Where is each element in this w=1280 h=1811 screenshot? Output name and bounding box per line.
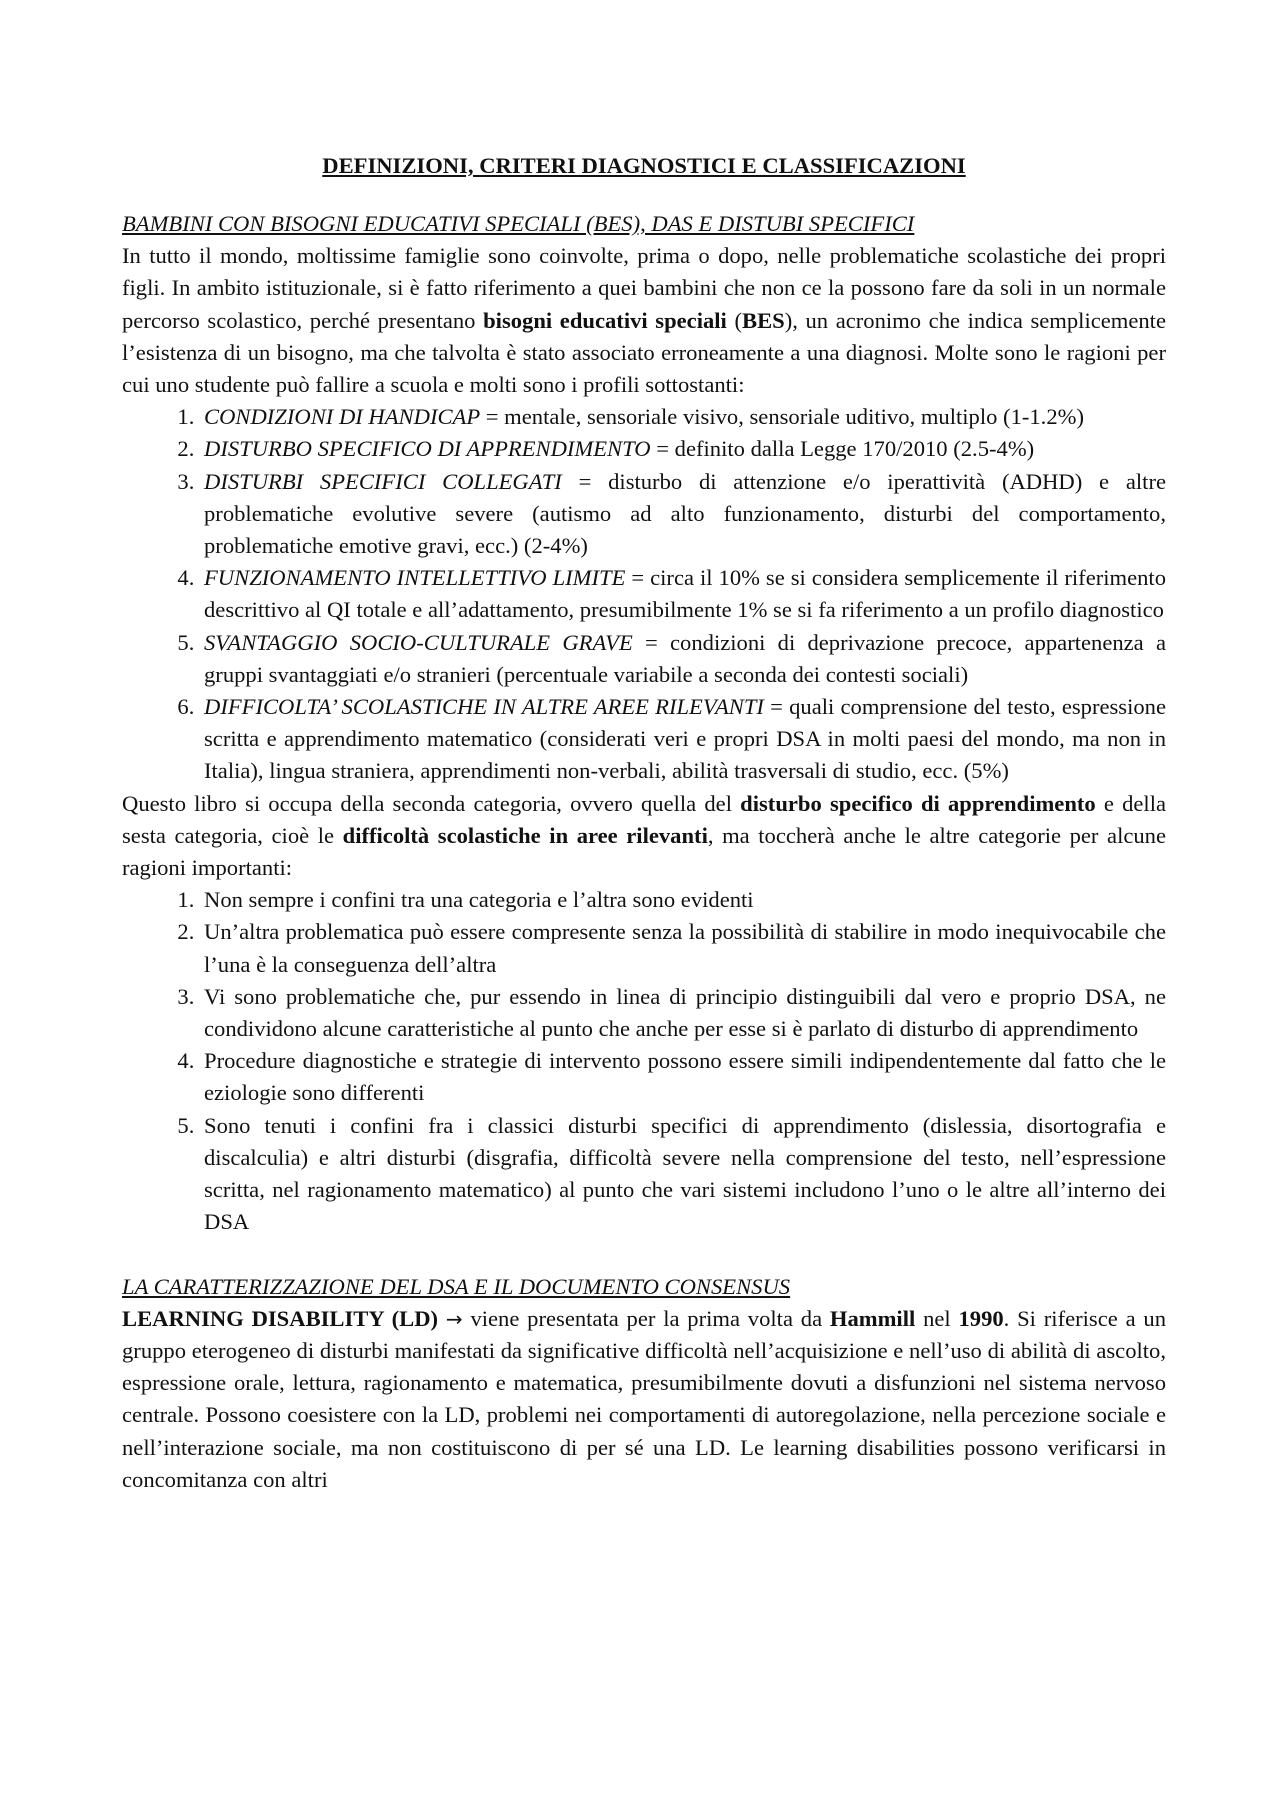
list-item: 2. Un’altra problematica può essere compresente senza la possibilità di stabilire in modo inequivocabile che l’una è la conseguenza dell’altra <box>200 916 1166 980</box>
category-text: = definito dalla Legge 170/2010 (2.5-4%) <box>650 436 1035 462</box>
ld-author: Hammill <box>829 1305 916 1331</box>
intro-text-c: ), un acronimo che indica semplicemente l’esistenza di un bisogno, ma che talvolta è stato associato erroneamente a una diagnosi. Molte sono le ragioni per cui uno studente può fallire a scuola e molti sono i profili sottostanti: <box>122 307 1166 398</box>
list-item <box>200 401 1166 433</box>
document-page <box>122 150 1166 1496</box>
ld-text-c: . Si riferisce a un gruppo eterogeneo di disturbi manifestati da significative difficoltà nell’acquisizione e nell’uso di abilità di ascolto, espressione orale, lettura, ragionamento e matematica, presumibilmente dovuti a disfunzioni nel sistema nervoso centrale. Possono coesistere con la LD, problemi nei comportamenti di autoregolazione, nella percezione sociale e nell’interazione sociale, ma non costituiscono di per sé una LD. Le learning disabilities possono verificarsi in concomitanza con altri <box>122 1305 1166 1492</box>
category-term: SVANTAGGIO SOCIO-CULTURALE GRAVE <box>204 629 633 655</box>
arrow-right-icon: → <box>445 1306 463 1331</box>
document-title: DEFINIZIONI, CRITERI DIAGNOSTICI E CLASSIFICAZIONI <box>322 153 966 178</box>
intro-paragraph <box>122 240 1166 401</box>
list-item <box>200 433 1166 465</box>
list-item <box>200 562 1166 626</box>
intro-bold-acronym: BES <box>742 307 785 333</box>
intro-bold-bes: bisogni educativi speciali <box>483 307 727 333</box>
intro-text-a: In tutto il mondo, moltissime famiglie sono coinvolte, prima o dopo, nelle problematiche scolastiche dei propri figli. In ambito istituzionale, si è fatto riferimento a quei bambini che non ce la possono fare da soli in un normale percorso scolastico, perché presentano <box>122 243 1166 333</box>
category-text: = mentale, sensoriale visivo, sensoriale uditivo, multiplo (1-1.2%) <box>480 404 1084 430</box>
ld-text-b: nel <box>915 1305 959 1331</box>
category-text: = circa il 10% se si considera semplicemente il riferimento descrittivo al QI totale e all’adattamento, presumibilmente 1% se si fa riferimento a un profilo diagnostico <box>204 565 1166 623</box>
category-term: CONDIZIONI DI HANDICAP <box>204 404 481 430</box>
book-text-c: , ma toccherà anche le altre categorie per alcune ragioni importanti: <box>122 822 1166 881</box>
book-text-a: Questo libro si occupa della seconda categoria, ovvero quella del <box>122 790 741 816</box>
category-text: = quali comprensione del testo, espressione scritta e apprendimento matematico (considerati veri e propri DSA in molti paesi del mondo, ma non in Italia), lingua straniera, apprendimenti non-verbali, abilità trasversali di studio, ecc. (5%) <box>204 694 1166 784</box>
category-text: = condizioni di deprivazione precoce, appartenenza a gruppi svantaggiati e/o stranieri (percentuale variabile a seconda dei contesti sociali) <box>204 629 1166 687</box>
list-item: 1. Non sempre i confini tra una categoria e l’altra sono evidenti <box>200 884 1166 916</box>
list-item: 4. Procedure diagnostiche e strategie di intervento possono essere simili indipendentemente dal fatto che le eziologie sono differenti <box>200 1045 1166 1109</box>
ld-term: LEARNING DISABILITY (LD) <box>122 1305 439 1331</box>
list-item: 3. Vi sono problematiche che, pur essendo in linea di principio distinguibili dal vero e proprio DSA, ne condividono alcune caratteristiche al punto che anche per esse si è parlato di disturbo di apprendimento <box>200 981 1166 1045</box>
section-heading-bes: BAMBINI CON BISOGNI EDUCATIVI SPECIALI (BES), DAS E DISTUBI SPECIFICI <box>122 211 915 236</box>
list-item: 5. Sono tenuti i confini fra i classici disturbi specifici di apprendimento (dislessia, disortografia e discalculia) e altri disturbi (disgrafia, difficoltà severe nella comprensione del testo, nell’espressione scritta, nel ragionamento matematico) al punto che vari sistemi includono l’uno o le altre all’interno dei DSA <box>200 1110 1166 1239</box>
section-heading-dsa: LA CARATTERIZZAZIONE DEL DSA E IL DOCUMENTO CONSENSUS <box>122 1273 791 1299</box>
category-term: FUNZIONAMENTO INTELLETTIVO LIMITE <box>204 565 626 591</box>
category-term: DISTURBI SPECIFICI COLLEGATI <box>204 468 562 494</box>
list-item <box>200 627 1166 691</box>
book-bold-dsa: disturbo specifico di apprendimento <box>740 790 1096 816</box>
book-bold-difficulties: difficoltà scolastiche in aree rilevanti <box>342 822 708 848</box>
category-text: = disturbo di attenzione e/o iperattività (ADHD) e altre problematiche evolutive severe (autismo ad alto funzionamento, disturbi del comportamento, problematiche emotive gravi, ecc.) (2-4%) <box>204 468 1166 559</box>
book-text-b: e della sesta categoria, cioè le <box>122 790 1166 848</box>
ld-year: 1990 <box>958 1305 1004 1331</box>
category-term: DISTURBO SPECIFICO DI APPRENDIMENTO <box>204 436 651 462</box>
section-spacer <box>122 1239 1166 1271</box>
category-term: DIFFICOLTA’ SCOLASTICHE IN ALTRE AREE RILEVANTI <box>204 694 764 720</box>
ld-text-a: viene presentata per la prima volta da <box>462 1305 830 1331</box>
ld-paragraph <box>122 1303 1166 1496</box>
reasons-list <box>122 884 1166 1238</box>
book-scope-paragraph <box>122 788 1166 885</box>
intro-text-b: ( <box>726 307 742 333</box>
list-item <box>200 691 1166 788</box>
list-item <box>200 466 1166 563</box>
categories-list <box>122 401 1166 787</box>
